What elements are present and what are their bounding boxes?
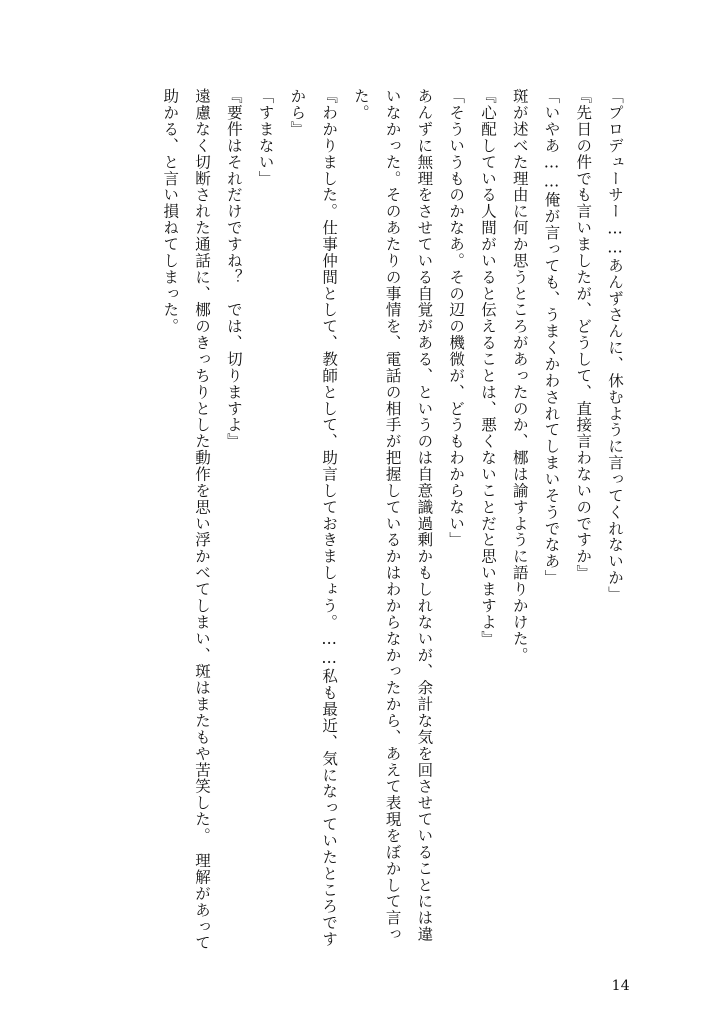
paragraph: 「すまない」 (256, 88, 275, 187)
paragraph: 斑が述べた理由に何か思うところがあったのか、梛は諭すように語りかけた。 (510, 88, 529, 664)
paragraph: 「プロデューサー……あんずさんに、休むように言ってくれないか」 (606, 88, 624, 603)
paragraph: 『先日の件でも言いましたが、どうして、直接言わないのですか』 (574, 88, 593, 581)
paragraph: 『わかりました。仕事仲間として、教師として、助言しておきましょう。……私も最近、気になっていたところですから』 (288, 88, 339, 948)
page-number: 14 (611, 978, 630, 994)
paragraph: 「いやあ……俺が言っても、うまくかわされてしまいそうでなあ」 (542, 88, 561, 586)
paragraph: 「そういうものかなあ。その辺の機微が、どうもわからない」 (447, 88, 466, 549)
paragraph: 『要件はそれだけですね？ では、切りますよ』 (224, 88, 243, 450)
paragraph: 遠慮なく切断された通話に、梛のきっちりとした動作を思い浮かべてしまい、斑はまたもや苦笑した。 理解があって助かる、と言い損ねてしまった。 (161, 88, 212, 952)
novel-body-text (96, 88, 630, 954)
paragraph: 『心配している人間がいると伝えることは、悪くないことだと思いますよ』 (478, 88, 497, 647)
paragraph: あんずに無理をさせている自覚がある、というのは自意識過剰かもしれないが、余計な気を回させていることには違いなかった。そのあたりの事情を、電話の相手が把握しているかはわからなかったから、あえて表現をぼかして言った。 (351, 88, 434, 943)
